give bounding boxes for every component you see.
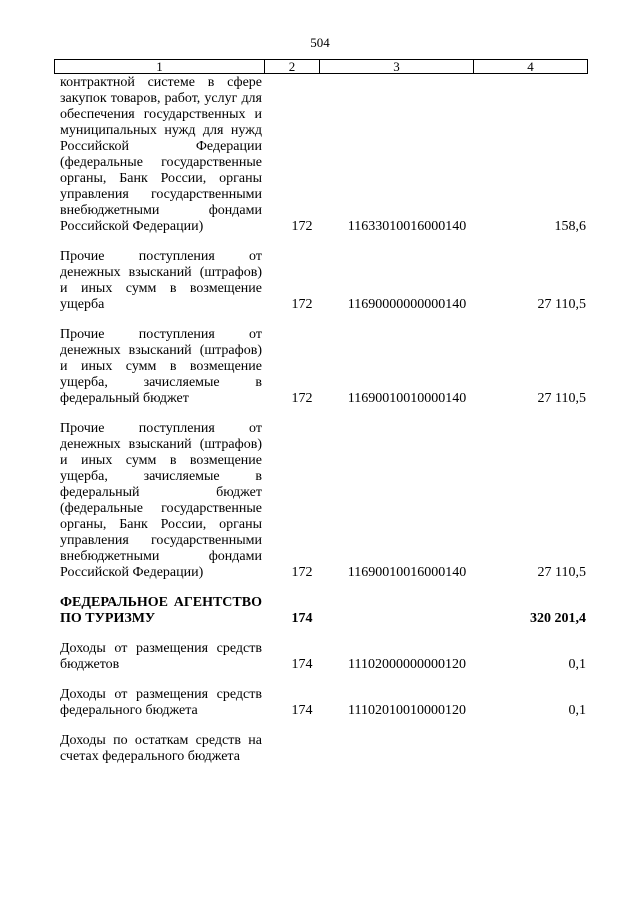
row-description: Доходы по остаткам средств на счетах федерального бюджета: [60, 733, 262, 764]
row-budget-code: 11633010016000140: [347, 219, 467, 234]
table-row: [60, 75, 586, 235]
row-amount: 27 110,5: [537, 391, 586, 406]
header-col-4: 4: [527, 59, 534, 74]
row-amount: 0,1: [568, 657, 586, 672]
row-budget-code: 11690010010000140: [347, 391, 467, 406]
row-budget-code: 11102010010000120: [348, 703, 466, 718]
table-body: [60, 75, 586, 779]
row-description: Прочие поступления от денежных взысканий (штрафов) и иных сумм в возмещение ущерба: [60, 249, 262, 312]
row-org-code: 174: [291, 611, 313, 626]
header-col-1: 1: [55, 60, 265, 73]
row-amount: 320 201,4: [530, 611, 586, 626]
row-budget-code: 11102000000000120: [348, 657, 466, 672]
row-org-code: 172: [291, 565, 313, 580]
table-row: [60, 641, 586, 673]
row-org-code: 172: [291, 219, 313, 234]
table-row-agency: [60, 595, 586, 627]
table-header: [54, 59, 588, 74]
table-row: [60, 733, 586, 765]
row-amount: 27 110,5: [537, 297, 586, 312]
row-amount: 0,1: [568, 703, 586, 718]
header-col-2: 2: [265, 60, 320, 73]
row-amount: 158,6: [554, 219, 586, 234]
page-number: 504: [310, 35, 330, 50]
row-budget-code: 11690000000000140: [347, 297, 467, 312]
row-description: контрактной системе в сфере закупок товаров, работ, услуг для обеспечения государственных и муниципальных нужд для нужд Российской Федерации (федеральные государственные органы, Банк России, органы управления государственными внебюджетными фондами Российской Федерации): [60, 75, 262, 234]
row-budget-code: 11690010016000140: [347, 565, 467, 580]
row-description: Прочие поступления от денежных взысканий (штрафов) и иных сумм в возмещение ущерба, зачисляемые в федеральный бюджет (федеральные государственные органы, Банк России, органы управления государственными внебюджетными фондами Российской Федерации): [60, 421, 262, 580]
row-description: ФЕДЕРАЛЬНОЕ АГЕНТСТВО ПО ТУРИЗМУ: [60, 595, 262, 626]
table-row: [60, 327, 586, 407]
table-row: [60, 687, 586, 719]
row-org-code: 172: [291, 297, 313, 312]
row-org-code: 174: [291, 657, 313, 672]
row-description: Прочие поступления от денежных взысканий (штрафов) и иных сумм в возмещение ущерба, зачисляемые в федеральный бюджет: [60, 327, 262, 406]
row-amount: 27 110,5: [537, 565, 586, 580]
row-description: Доходы от размещения средств бюджетов: [60, 641, 262, 672]
row-description: Доходы от размещения средств федерального бюджета: [60, 687, 262, 718]
header-col-3: 3: [320, 60, 474, 73]
table-row: [60, 249, 586, 313]
row-org-code: 174: [291, 703, 313, 718]
table-row: [60, 421, 586, 581]
row-org-code: 172: [291, 391, 313, 406]
